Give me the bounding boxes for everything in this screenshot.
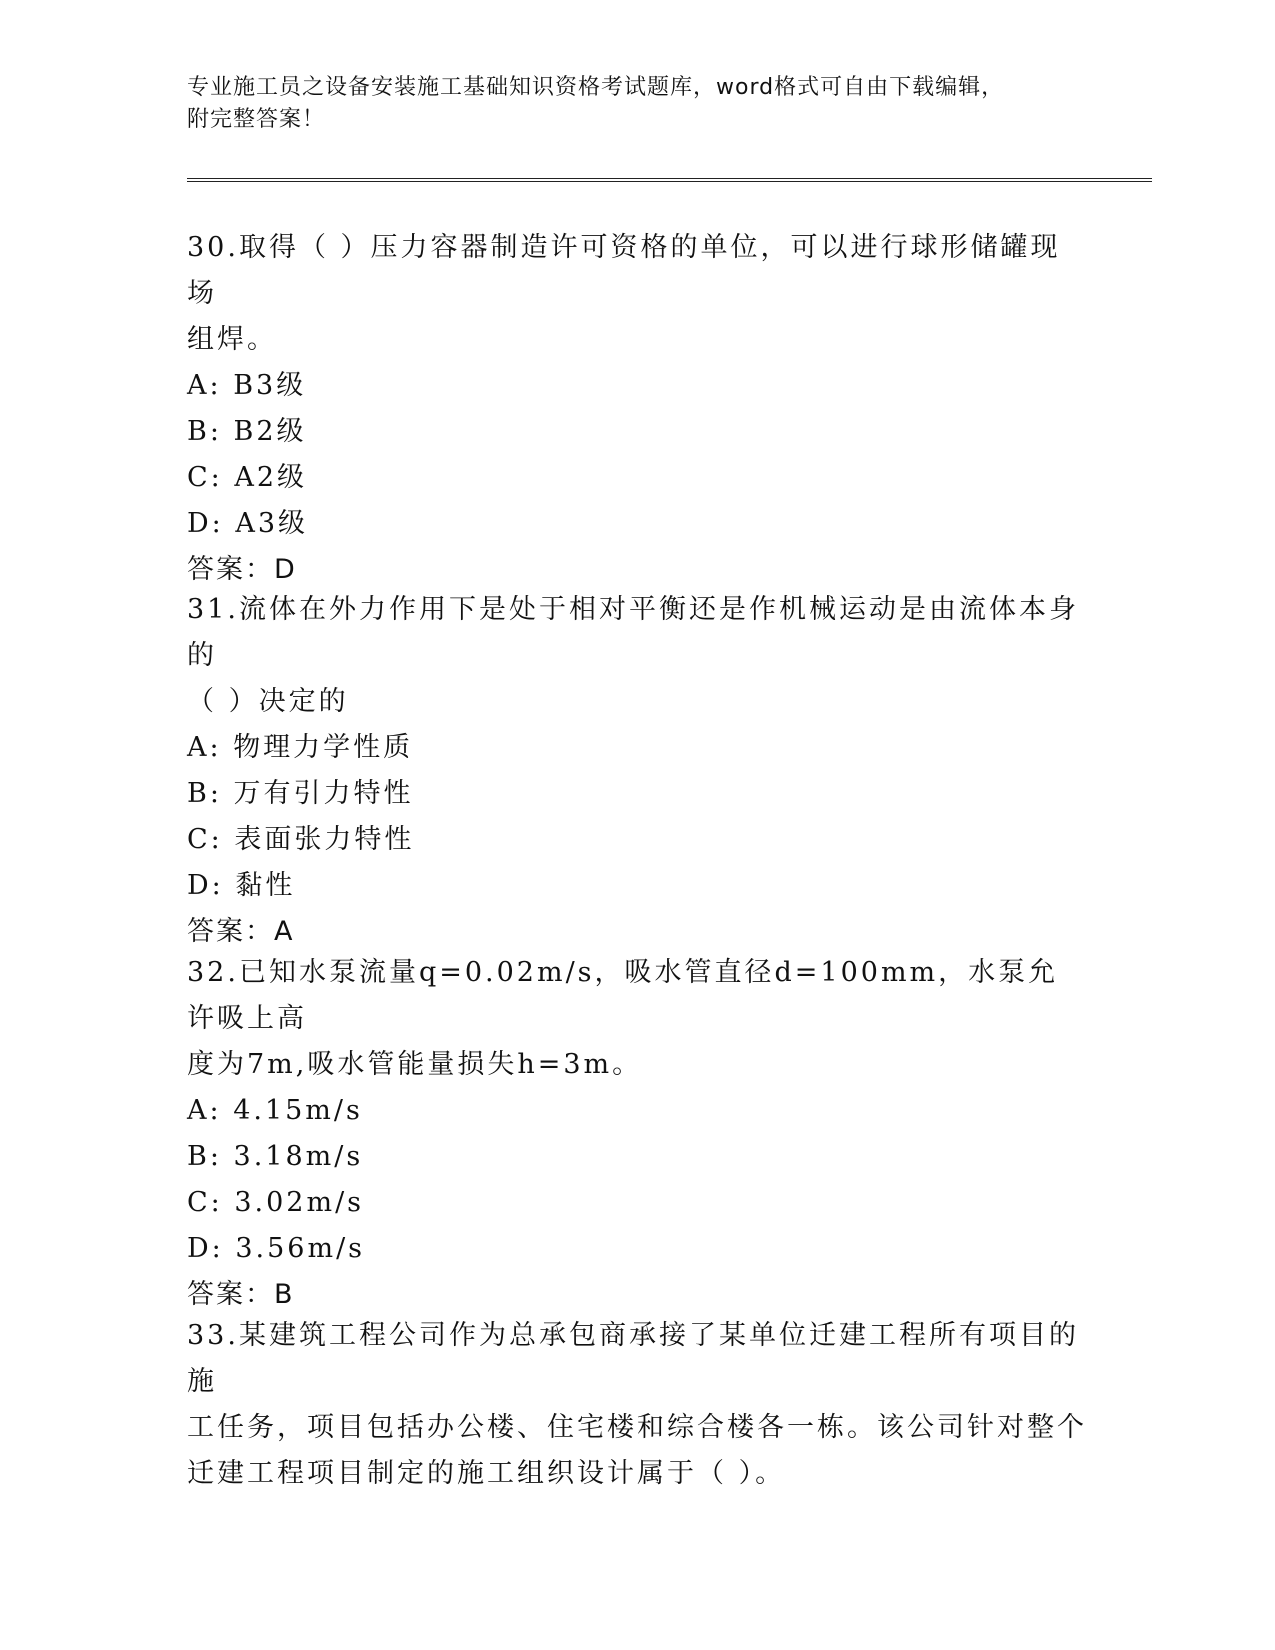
header-line-2: 附完整答案！ <box>187 107 326 132</box>
option-value: 4.15m/s <box>233 1095 363 1126</box>
option-separator: : <box>209 778 234 809</box>
option-value: 万有引力特性 <box>233 778 414 809</box>
question-text-line: 31.流体在外力作用下是处于相对平衡还是作机械运动是由流体本身的 <box>187 594 1079 671</box>
document-header <box>187 72 1067 136</box>
option-d <box>187 1226 1087 1272</box>
answer-line: 答案：B <box>187 1279 295 1310</box>
option-separator: : <box>211 1233 236 1264</box>
header-line-1: 专业施工员之设备安装施工基础知识资格考试题库，word格式可自由下载编辑， <box>187 75 1005 100</box>
option-a <box>187 1088 1087 1134</box>
option-b <box>187 1134 1087 1180</box>
option-key: B <box>187 778 210 809</box>
question-text-line: （ ）决定的 <box>187 686 349 717</box>
option-value: B2级 <box>233 416 307 447</box>
option-value: 3.18m/s <box>233 1141 364 1172</box>
question-text-line: 工任务，项目包括办公楼、住宅楼和综合楼各一栋。该公司针对整个 <box>187 1412 1087 1443</box>
option-value: B3级 <box>233 370 307 401</box>
question-30 <box>187 225 1087 593</box>
header-divider <box>187 178 1152 182</box>
option-value: 物理力学性质 <box>233 732 414 763</box>
answer-line: 答案：A <box>187 916 295 947</box>
question-text-line: 32.已知水泵流量q=0.02m/s，吸水管直径d=100mm，水泵允许吸上高 <box>187 957 1059 1034</box>
option-key: B <box>187 416 210 447</box>
question-text-line: 组焊。 <box>187 324 277 355</box>
option-a <box>187 725 1087 771</box>
option-separator: : <box>209 416 234 447</box>
option-value: 黏性 <box>235 870 296 901</box>
question-text-line: 30.取得（ ）压力容器制造许可资格的单位，可以进行球形储罐现场 <box>187 232 1061 309</box>
option-separator: : <box>211 508 236 539</box>
question-31 <box>187 587 1087 955</box>
option-key: A <box>187 1095 210 1126</box>
option-key: C <box>187 824 211 855</box>
option-key: A <box>187 732 210 763</box>
option-separator: : <box>210 824 235 855</box>
option-separator: : <box>209 1095 234 1126</box>
option-c <box>187 455 1087 501</box>
question-text-line: 迁建工程项目制定的施工组织设计属于（ ）。 <box>187 1458 786 1489</box>
answer-line: 答案：D <box>187 554 297 585</box>
option-key: C <box>187 1187 211 1218</box>
option-value: A3级 <box>235 508 309 539</box>
option-b <box>187 771 1087 817</box>
option-c <box>187 817 1087 863</box>
option-c <box>187 1180 1087 1226</box>
option-value: A2级 <box>234 462 308 493</box>
option-separator: : <box>210 462 235 493</box>
option-value: 3.56m/s <box>235 1233 366 1264</box>
option-b <box>187 409 1087 455</box>
option-separator: : <box>209 1141 234 1172</box>
question-text-line: 度为7m,吸水管能量损失h=3m。 <box>187 1049 643 1080</box>
option-d <box>187 863 1087 909</box>
option-d <box>187 501 1087 547</box>
option-separator: : <box>209 370 234 401</box>
option-separator: : <box>209 732 234 763</box>
question-32 <box>187 950 1087 1318</box>
question-text-line: 33.某建筑工程公司作为总承包商承接了某单位迁建工程所有项目的施 <box>187 1320 1079 1397</box>
option-key: D <box>187 1233 212 1264</box>
option-value: 表面张力特性 <box>234 824 415 855</box>
option-value: 3.02m/s <box>234 1187 365 1218</box>
option-a <box>187 363 1087 409</box>
question-33 <box>187 1313 1087 1497</box>
option-separator: : <box>211 870 236 901</box>
option-separator: : <box>210 1187 235 1218</box>
option-key: B <box>187 1141 210 1172</box>
option-key: C <box>187 462 211 493</box>
option-key: D <box>187 870 212 901</box>
option-key: A <box>187 370 210 401</box>
option-key: D <box>187 508 212 539</box>
